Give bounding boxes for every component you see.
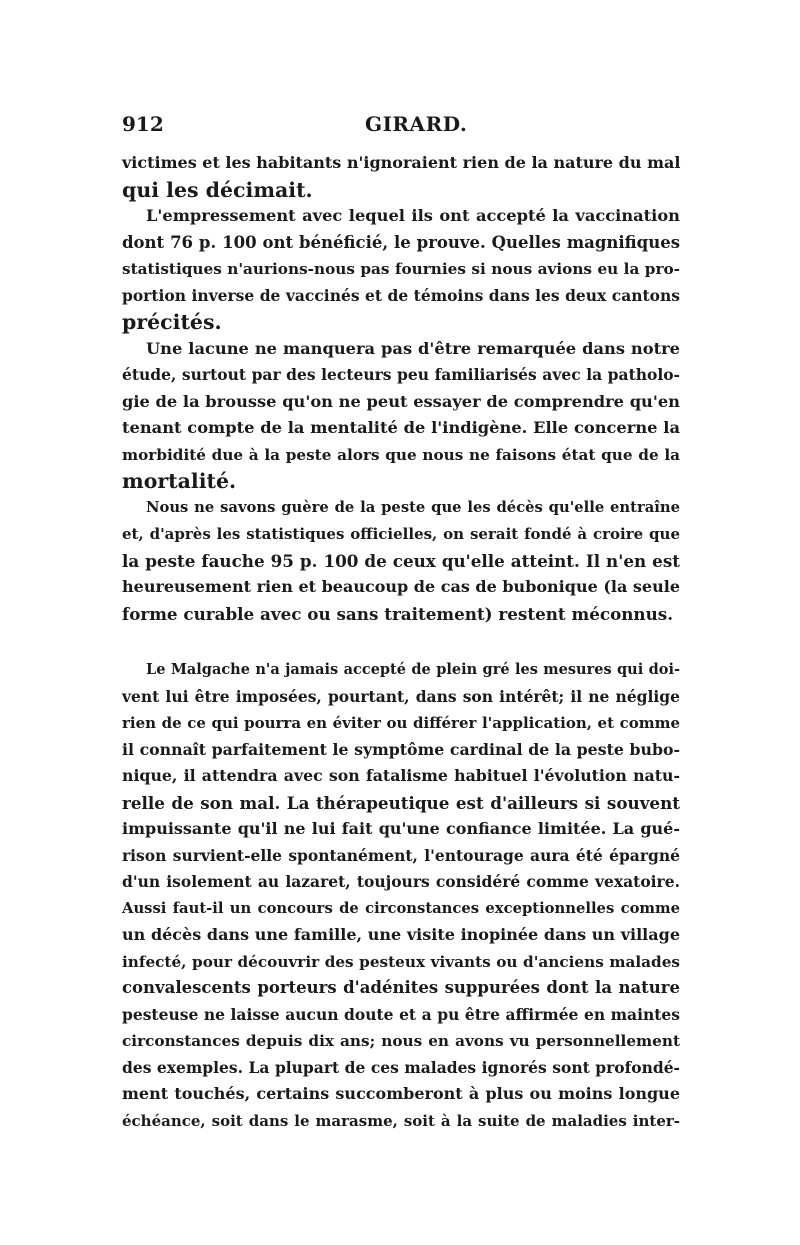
- text-line: heureusement rien et beaucoup de cas de bubonique (la seule: [122, 577, 680, 596]
- text-line: statistiques n'aurions-nous pas fournies si nous avions eu la pro-: [122, 260, 680, 278]
- paragraph-gap: [122, 627, 680, 657]
- page-number: 912: [122, 112, 164, 136]
- paragraph-5: [122, 657, 680, 1134]
- text-line: précités.: [122, 310, 222, 334]
- paragraph-4: [122, 495, 680, 628]
- text-line: relle de son mal. La thérapeutique est d'ailleurs si souvent: [122, 792, 680, 813]
- text-line: circonstances depuis dix ans; nous en avons vu personnellement: [122, 1032, 680, 1050]
- text-line: pesteuse ne laisse aucun doute et a pu être affirmée en maintes: [122, 1004, 680, 1024]
- text-line: mortalité.: [122, 469, 237, 493]
- text-line: morbidité due à la peste alors que nous ne faisons état que de la: [122, 445, 680, 464]
- text-line: infecté, pour découvrir des pesteux vivants ou d'anciens malades: [122, 952, 680, 971]
- page-header: [122, 112, 680, 142]
- text-line: forme curable avec ou sans traitement) restent méconnus.: [122, 603, 674, 624]
- text-line: Une lacune ne manquera pas d'être remarquée dans notre: [146, 338, 680, 358]
- text-line: rison survient-elle spontanément, l'entourage aura été épargné: [122, 845, 680, 865]
- paragraph-2: [122, 203, 680, 336]
- text-line: gie de la brousse qu'on ne peut essayer de comprendre qu'en: [122, 391, 680, 411]
- text-line: impuissante qu'il ne lui fait qu'une confiance limitée. La gué-: [122, 819, 680, 838]
- text-line: tenant compte de la mentalité de l'indigène. Elle concerne la: [122, 418, 680, 437]
- body-text: [122, 150, 680, 1134]
- text-line: des exemples. La plupart de ces malades ignorés sont profondé-: [122, 1057, 680, 1077]
- text-line: nique, il attendra avec son fatalisme habituel l'évolution natu-: [122, 766, 680, 785]
- text-line: ment touchés, certains succomberont à plus ou moins longue: [122, 1084, 680, 1103]
- text-line: victimes et les habitants n'ignoraient rien de la nature du mal: [122, 153, 681, 172]
- text-line: rien de ce qui pourra en éviter ou différer l'application, et comme: [122, 714, 680, 732]
- text-line: convalescents porteurs d'adénites suppurées dont la nature: [122, 978, 680, 997]
- text-line: Aussi faut-il un concours de circonstances exceptionnelles comme: [122, 899, 680, 917]
- text-line: échéance, soit dans le marasme, soit à la suite de maladies inter-: [122, 1111, 680, 1130]
- text-line: étude, surtout par des lecteurs peu familiarisés avec la patholo-: [122, 365, 680, 384]
- text-line: qui les décimait.: [122, 177, 313, 202]
- text-line: portion inverse de vaccinés et de témoins dans les deux cantons: [122, 285, 680, 305]
- text-line: vent lui être imposées, pourtant, dans son intérêt; il ne néglige: [122, 686, 680, 706]
- text-line: la peste fauche 95 p. 100 de ceux qu'elle atteint. Il n'en est: [122, 550, 680, 571]
- text-line: Le Malgache n'a jamais accepté de plein gré les mesures qui doi-: [146, 661, 680, 678]
- text-line: un décès dans une famille, une visite inopinée dans un village: [122, 925, 680, 944]
- paragraph-1: [122, 150, 680, 203]
- text-line: dont 76 p. 100 ont bénéficié, le prouve. Quelles magnifiques: [122, 232, 680, 252]
- text-line: et, d'après les statistiques officielles, on serait fondé à croire que: [122, 525, 680, 543]
- text-line: d'un isolement au lazaret, toujours considéré comme vexatoire.: [122, 872, 680, 891]
- running-title: GIRARD.: [365, 112, 468, 136]
- text-line: il connaît parfaitement le symptôme cardinal de la peste bubo-: [122, 739, 680, 759]
- text-line: Nous ne savons guère de la peste que les décès qu'elle entraîne: [146, 498, 680, 516]
- text-line: L'empressement avec lequel ils ont accepté la vaccination: [146, 206, 680, 225]
- paragraph-3: [122, 336, 680, 495]
